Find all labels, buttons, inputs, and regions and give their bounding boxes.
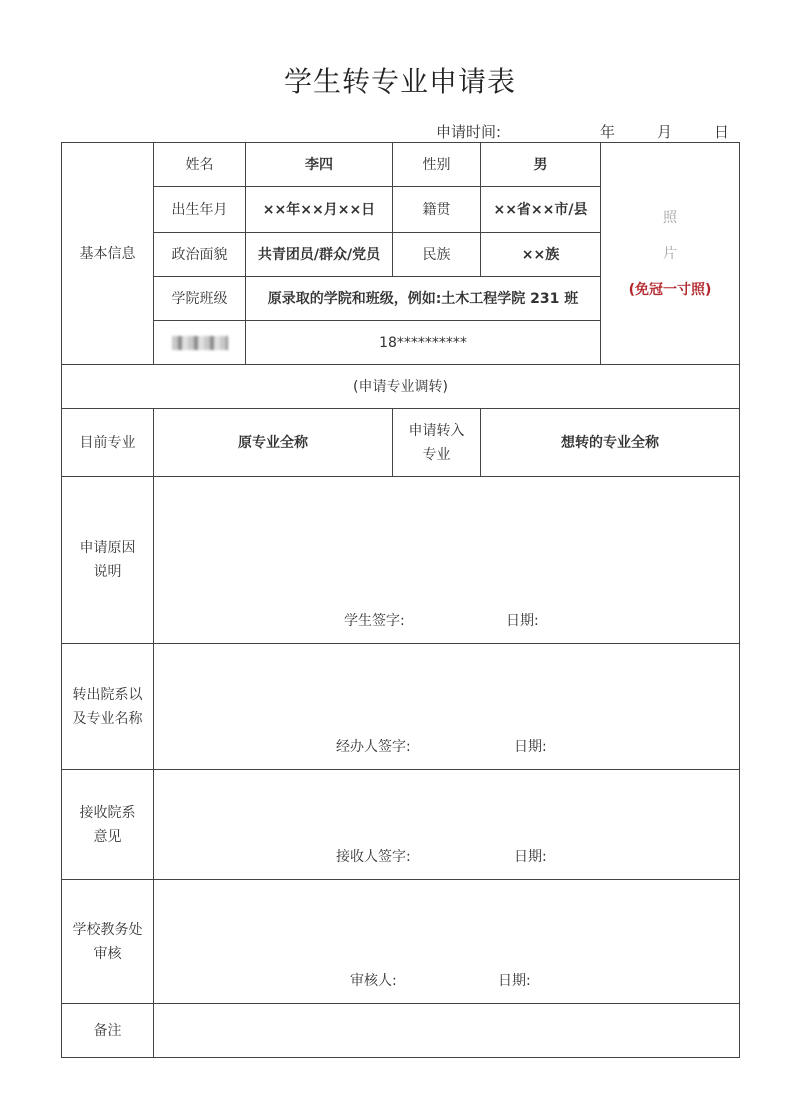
name-label: 姓名: [154, 143, 246, 187]
receiver-signature-label: 接收人签字:: [336, 849, 411, 865]
reason-date-label: 日期:: [506, 613, 539, 629]
name-value[interactable]: 李四: [246, 143, 393, 187]
application-date-label: 申请时间:: [436, 123, 502, 141]
remarks-label: 备注: [62, 1004, 154, 1058]
photo-box[interactable]: [601, 143, 740, 365]
birth-value[interactable]: ××年××月××日: [246, 187, 393, 233]
date-day-label: 日: [714, 123, 730, 141]
target-major-label: 申请转入专业: [393, 409, 481, 477]
transfer-application-table: [61, 142, 740, 1058]
remarks-field[interactable]: [154, 1004, 740, 1058]
date-month-label: 月: [657, 123, 673, 141]
in-dept-label: 接收院系意见: [62, 770, 154, 880]
reviewer-label: 审核人:: [350, 973, 397, 989]
gender-label: 性别: [393, 143, 481, 187]
reason-field[interactable]: [154, 477, 740, 644]
origin-value[interactable]: ××省××市/县: [481, 187, 601, 233]
photo-note: (免冠一寸照): [628, 281, 712, 298]
ethnic-label: 民族: [393, 233, 481, 277]
student-signature-label: 学生签字:: [344, 613, 405, 629]
basic-info-section-label: 基本信息: [62, 143, 154, 365]
transfer-section-header: (申请专业调转): [62, 365, 740, 409]
reason-label: 申请原因说明: [62, 477, 154, 644]
in-dept-date-label: 日期:: [514, 849, 547, 865]
photo-label-line1: 照: [663, 209, 677, 226]
political-status-label: 政治面貌: [154, 233, 246, 277]
birth-label: 出生年月: [154, 187, 246, 233]
date-year-label: 年: [600, 123, 616, 141]
current-major-value[interactable]: 原专业全称: [154, 409, 393, 477]
origin-label: 籍贯: [393, 187, 481, 233]
political-status-value[interactable]: 共青团员/群众/党员: [246, 233, 393, 277]
phone-value[interactable]: 18**********: [246, 321, 601, 365]
target-major-value[interactable]: 想转的专业全称: [481, 409, 740, 477]
form-title: 学生转专业申请表: [283, 65, 516, 98]
photo-label-line2: 片: [663, 245, 677, 262]
ethnic-value[interactable]: ××族: [481, 233, 601, 277]
current-major-label: 目前专业: [62, 409, 154, 477]
academic-office-label: 学校教务处审核: [62, 880, 154, 1004]
phone-label-redacted: [154, 321, 246, 365]
class-label: 学院班级: [154, 277, 246, 321]
handler-signature-label: 经办人签字:: [336, 739, 411, 755]
in-dept-field[interactable]: [154, 770, 740, 880]
out-dept-field[interactable]: [154, 644, 740, 770]
redacted-label-icon: [172, 336, 228, 350]
out-dept-label: 转出院系以及专业名称: [62, 644, 154, 770]
out-dept-date-label: 日期:: [514, 739, 547, 755]
academic-date-label: 日期:: [498, 973, 531, 989]
class-value[interactable]: 原录取的学院和班级，例如:土木工程学院 231 班: [246, 277, 601, 321]
gender-value[interactable]: 男: [481, 143, 601, 187]
academic-office-field[interactable]: [154, 880, 740, 1004]
